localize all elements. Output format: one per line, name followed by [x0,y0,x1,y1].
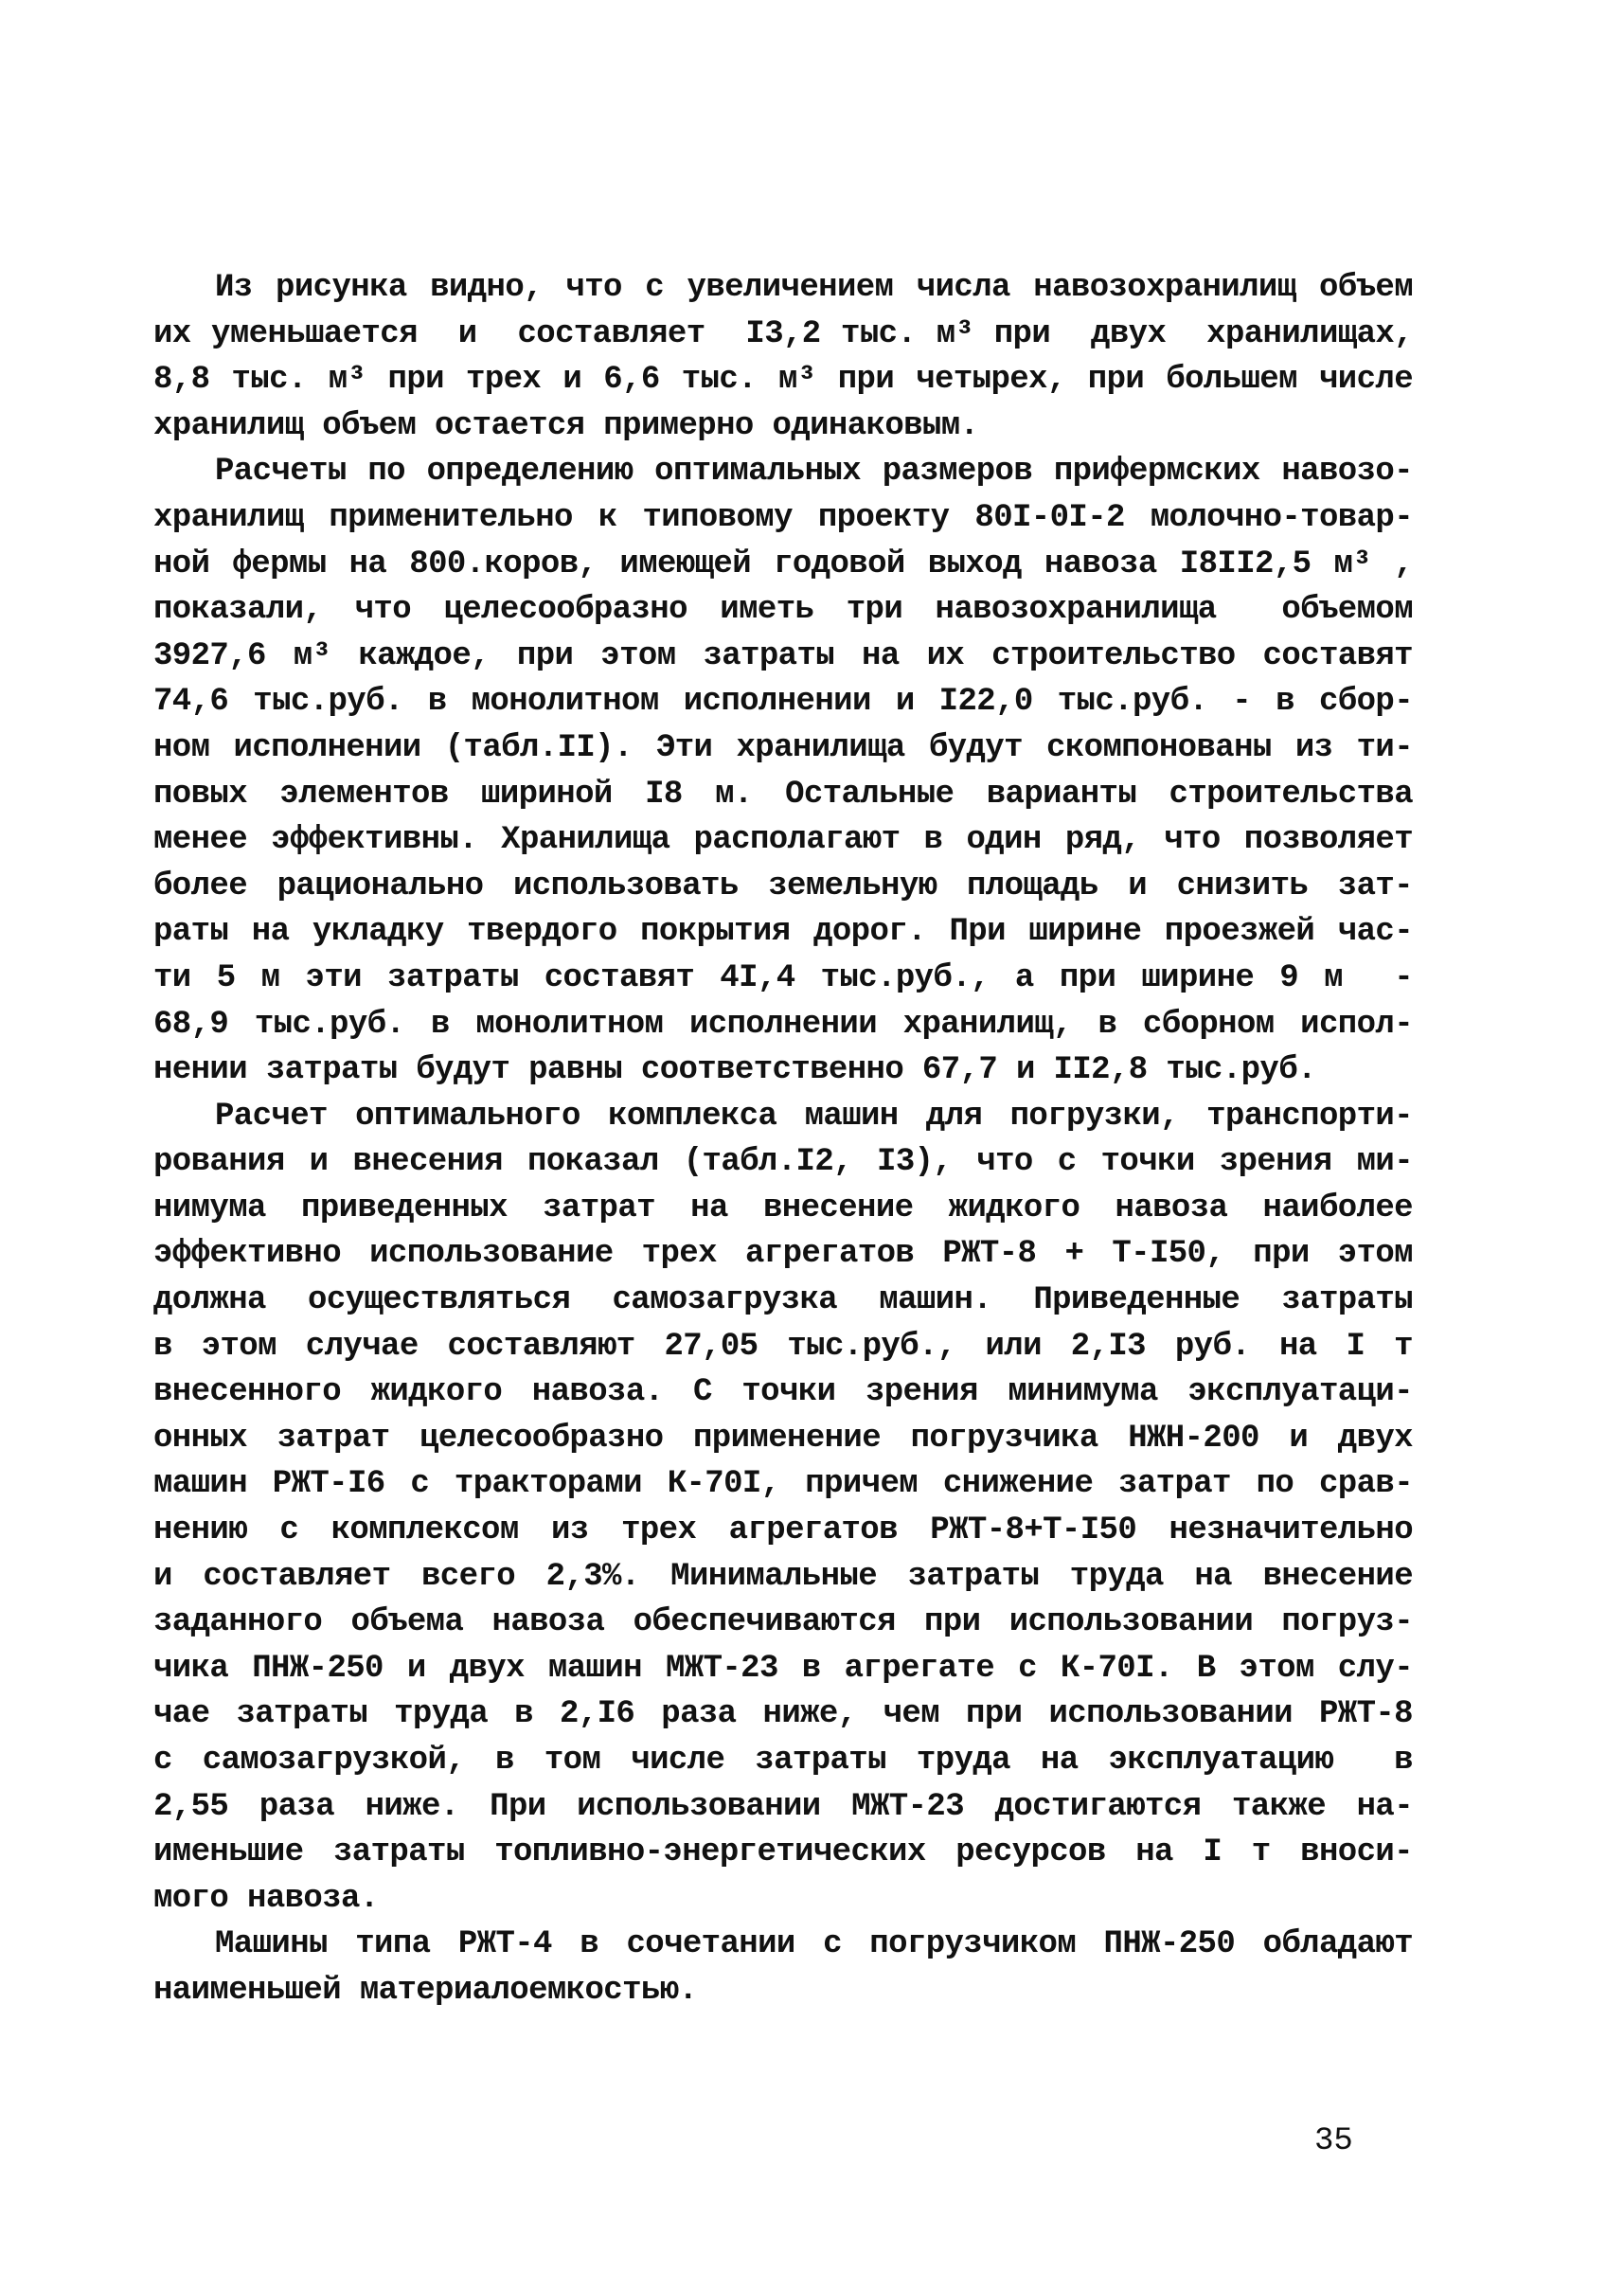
text-line: чика ПНЖ-250 и двух машин МЖТ-23 в агрегате с К-70I. В этом слу- [153,1650,1413,1687]
paragraph-1 [153,265,1413,449]
text-line: машин РЖТ-I6 с тракторами К-70I, причем снижение затрат по срав- [153,1466,1413,1503]
text-line: ти 5 м эти затраты составят 4I,4 тыс.руб., а при ширине 9 м - [153,959,1413,996]
text-line: ном исполнении (табл.II). Эти хранилища будут скомпонованы из ти- [153,729,1413,766]
text-line: 2,55 раза ниже. При использовании МЖТ-23 достигаются также на- [153,1788,1413,1825]
page-number: 35 [1314,2123,1353,2159]
text-line: с самозагрузкой, в том числе затраты труда на эксплуатацию в [153,1743,1413,1779]
paragraph-4 [153,1922,1413,2013]
text-line: нению с комплексом из трех агрегатов РЖТ-8+Т-I50 незначительно [153,1512,1413,1549]
text-line: менее эффективны. Хранилища располагают в один ряд, что позволяет [153,822,1413,859]
paragraph-2 [153,449,1413,1093]
text-line: Расчеты по определению оптимальных размеров прифермских навозо- [215,454,1413,491]
text-line: хранилищ объем остается примерно одинаковым. [153,407,979,444]
text-line: Расчет оптимального комплекса машин для погрузки, транспорти- [215,1098,1413,1135]
text-line: нимума приведенных затрат на внесение жидкого навоза наиболее [153,1190,1413,1226]
text-line: эффективно использование трех агрегатов РЖТ-8 + Т-I50, при этом [153,1236,1413,1273]
text-line: 3927,6 м³ каждое, при этом затраты на их строительство составят [153,637,1413,674]
text-line: наименьшей материалоемкостью. [153,1972,698,2009]
text-line: повых элементов шириной I8 м. Остальные варианты строительства [153,776,1413,813]
text-line: нении затраты будут равны соответственно 67,7 и II2,8 тыс.руб. [153,1052,1316,1089]
text-line: раты на укладку твердого покрытия дорог. При ширине проезжей час- [153,914,1413,951]
text-line: ной фермы на 800.коров, имеющей годовой выход навоза I8II2,5 м³ , [153,546,1413,582]
text-line: показали, что целесообразно иметь три навозохранилища объемом [153,592,1413,629]
text-line: 8,8 тыс. м³ при трех и 6,6 тыс. м³ при четырех, при большем числе [153,362,1413,399]
text-line: хранилищ применительно к типовому проекту 80I-0I-2 молочно-товар- [153,499,1413,536]
text-line: рования и внесения показал (табл.I2, I3), что с точки зрения ми- [153,1144,1413,1181]
text-line: мого навоза. [153,1880,379,1917]
text-line: более рационально использовать земельную площадь и снизить зат- [153,868,1413,904]
text-line: их уменьшается и составляет I3,2 тыс. м³ при двух хранилищах, [153,315,1413,352]
text-line: внесенного жидкого навоза. С точки зрения минимума эксплуатаци- [153,1374,1413,1411]
text-line: заданного объема навоза обеспечиваются при использовании погруз- [153,1604,1413,1641]
text-line: Из рисунка видно, что с увеличением числа навозохранилищ объем [215,270,1413,306]
text-line: онных затрат целесообразно применение погрузчика НЖН-200 и двух [153,1420,1413,1457]
text-line: в этом случае составляют 27,05 тыс.руб., или 2,I3 руб. на I т [153,1328,1413,1365]
text-line: 74,6 тыс.руб. в монолитном исполнении и I22,0 тыс.руб. - в сбор- [153,684,1413,721]
text-line: 68,9 тыс.руб. в монолитном исполнении хранилищ, в сборном испол- [153,1006,1413,1043]
text-line: должна осуществляться самозагрузка машин. Приведенные затраты [153,1282,1413,1319]
text-line: именьшие затраты топливно-энергетических ресурсов на I т вноси- [153,1834,1413,1871]
text-line: чае затраты труда в 2,I6 раза ниже, чем при использовании РЖТ-8 [153,1696,1413,1733]
text-line: Машины типа РЖТ-4 в сочетании с погрузчиком ПНЖ-250 обладают [215,1926,1413,1963]
text-line: и составляет всего 2,3%. Минимальные затраты труда на внесение [153,1558,1413,1595]
body-text [153,265,1413,2014]
paragraph-3 [153,1094,1413,1923]
